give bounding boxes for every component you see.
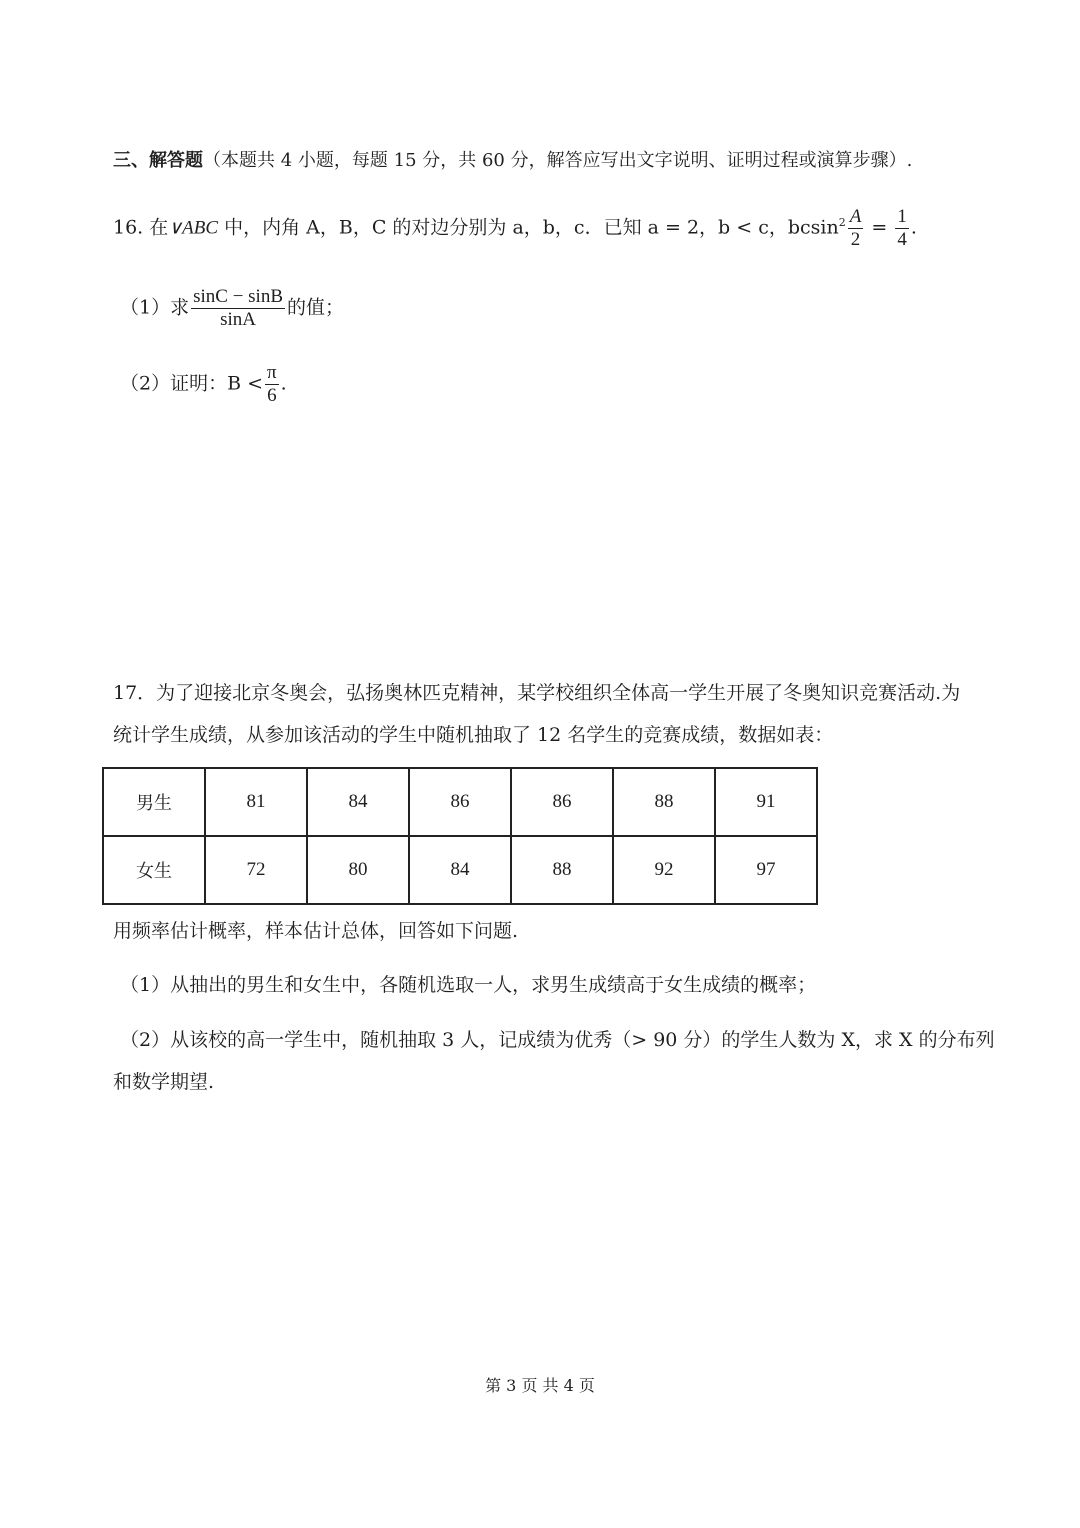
q16-sup2: 2 <box>838 216 846 230</box>
q17-part2: （2）从该校的高一学生中，随机抽取 3 人，记成绩为优秀（> 90 分）的学生人数为 X，求 X 的分布列 <box>120 1029 995 1051</box>
q17-part1: （1）从抽出的男生和女生中，各随机选取一人，求男生成绩高于女生成绩的概率； <box>120 974 817 996</box>
q16-p2-post: . <box>280 372 287 395</box>
q16-p1-pre: （1）求 <box>120 296 190 319</box>
q16-p2-pre: （2）证明：B < <box>120 372 264 395</box>
table-cell: 92 <box>613 836 715 904</box>
q16-stem-b: 中，内角 A，B，C 的对边分别为 a，b，c．已知 a = 2，b < c，bcsin <box>218 216 839 239</box>
q16-stem-a: 16. 在 <box>113 216 169 239</box>
q16-frac-q-den: 4 <box>897 228 907 250</box>
q16-p1-post: 的值； <box>287 296 345 319</box>
table-cell: 81 <box>205 768 307 836</box>
table-cell: 86 <box>511 768 613 836</box>
q16-frac-a-den: 2 <box>850 228 861 250</box>
q16-stem <box>113 206 917 251</box>
q17-part2-cont: 和数学期望. <box>113 1071 215 1093</box>
row-label-boys: 男生 <box>103 768 205 836</box>
page-footer: 第 3 页 共 4 页 <box>485 1376 595 1395</box>
q16-p1-den: sinA <box>220 308 256 330</box>
q16-end: . <box>910 216 917 239</box>
q17-line1: 17．为了迎接北京冬奥会，弘扬奥林匹克精神，某学校组织全体高一学生开展了冬奥知识竞赛活动.为 <box>113 682 961 704</box>
table-cell: 80 <box>307 836 409 904</box>
q17-note: 用频率估计概率，样本估计总体，回答如下问题. <box>113 920 519 942</box>
scores-table <box>102 767 818 905</box>
section-header <box>113 146 912 172</box>
table-cell: 84 <box>409 836 511 904</box>
section-label: 三、解答题 <box>113 150 203 171</box>
table-cell: 86 <box>409 768 511 836</box>
q16-p2-num: π <box>267 362 277 383</box>
q16-part1 <box>120 286 344 331</box>
q17-line2: 统计学生成绩，从参加该活动的学生中随机抽取了 12 名学生的竞赛成绩，数据如表： <box>113 724 834 746</box>
q16-eq: = <box>865 216 894 239</box>
q16-part2 <box>120 362 287 407</box>
q16-p2-frac <box>265 362 279 407</box>
q16-frac-a-num: A <box>849 206 862 227</box>
table-cell: 72 <box>205 836 307 904</box>
section-note: （本题共 4 小题，每题 15 分，共 60 分，解答应写出文字说明、证明过程或演算步骤）. <box>203 150 913 171</box>
q16-frac-q <box>895 206 909 251</box>
table-row <box>103 836 817 904</box>
q16-p1-frac <box>191 286 285 331</box>
q16-p1-num: sinC − sinB <box>193 286 284 307</box>
table-cell: 91 <box>715 768 817 836</box>
row-label-girls: 女生 <box>103 836 205 904</box>
q16-frac-a <box>848 206 864 251</box>
table-row <box>103 768 817 836</box>
table-cell: 88 <box>613 768 715 836</box>
table-cell: 97 <box>715 836 817 904</box>
table-cell: 84 <box>307 768 409 836</box>
q16-frac-q-num: 1 <box>897 206 907 227</box>
table-cell: 88 <box>511 836 613 904</box>
q16-triangle: ∨ABC <box>168 217 219 239</box>
q16-p2-den: 6 <box>267 384 277 406</box>
